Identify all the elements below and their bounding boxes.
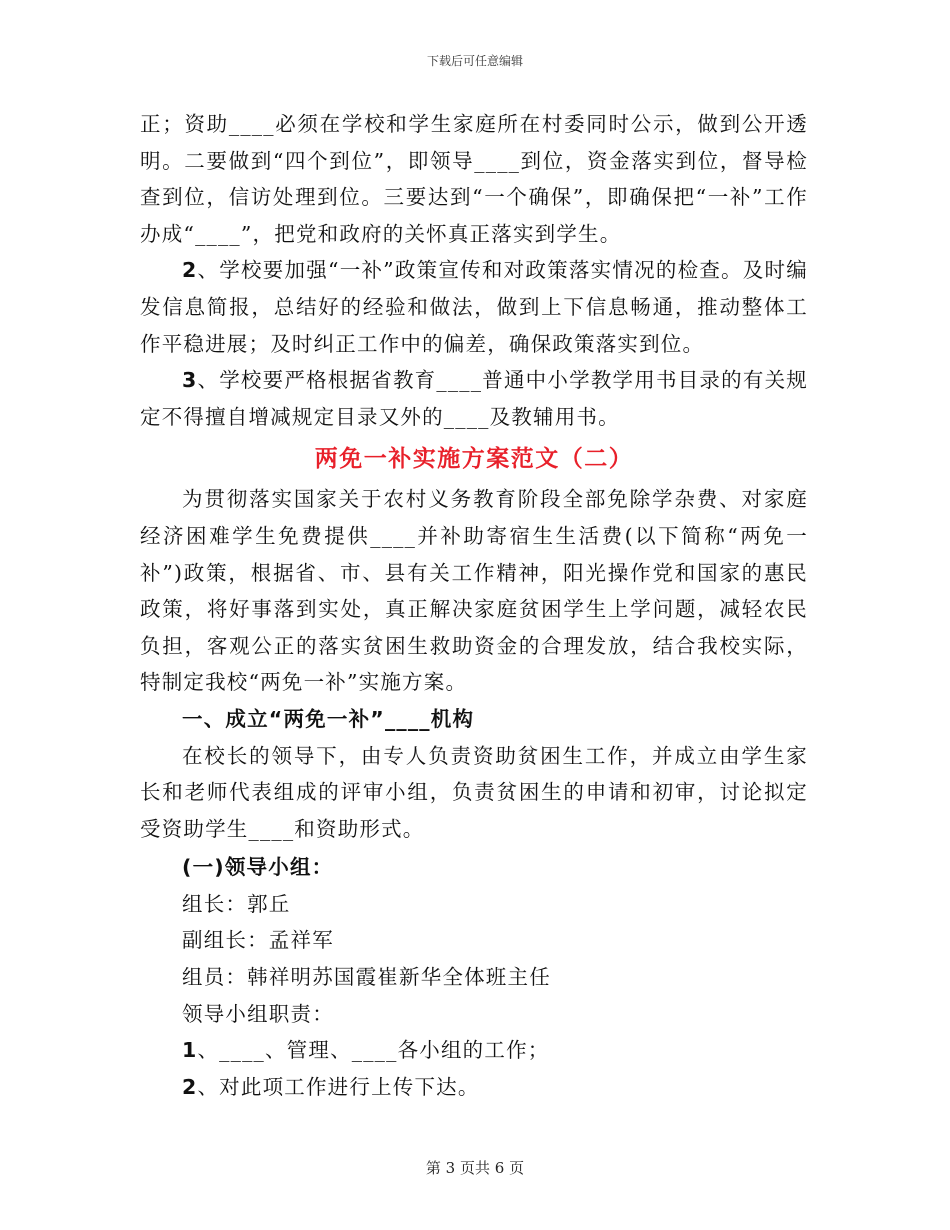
section-title: 两免一补实施方案范文（二） — [314, 446, 634, 473]
list-item-2 — [140, 252, 808, 362]
members-line: 组员：韩祥明苏国霞崔新华全体班主任 — [182, 965, 551, 990]
item-text: 、____、管理、____各小组的工作； — [197, 1038, 550, 1063]
item-number: 2 — [182, 1074, 198, 1099]
page-footer: 第 3 页共 6 页 — [425, 1159, 525, 1177]
item-number: 2 — [182, 258, 198, 283]
part1-paragraph: 在校长的领导下，由专人负责资助贫困生工作，并成立由学生家长和老师代表组成的评审小组，负责贫困生的申请和初审，讨论拟定受资助学生____和资助形式。 — [140, 743, 808, 841]
item-text: 、学校要严格根据省教育____普通中小学教学用书目录的有关规定不得擅自增减规定目录又外的____及教辅用书。 — [140, 368, 808, 429]
duty-item-1 — [140, 1032, 808, 1069]
leader-line: 组长：郭丘 — [182, 891, 291, 916]
paragraph-continued: 正；资助____必须在学校和学生家庭所在村委同时公示，做到公开透明。二要做到“四个到位”，即领导____到位，资金落实到位，督导检查到位，信访处理到位。三要达到“一个确保”，即确保把“一补”工作办成“____”，把党和政府的关怀真正落实到学生。 — [140, 112, 808, 246]
duties-title: 领导小组职责： — [182, 1001, 334, 1026]
group-title: (一)领导小组： — [182, 855, 334, 880]
document-body — [140, 106, 808, 1105]
page-header: 下载后可任意编辑 — [426, 54, 523, 68]
part1-title: 一、成立“两免一补”____机构 — [182, 706, 475, 731]
item-text: 、学校要加强“一补”政策宣传和对政策落实情况的检查。及时编发信息简报，总结好的经验和做法，做到上下信息畅通，推动整体工作平稳进展；及时纠正工作中的偏差，确保政策落实到位。 — [140, 258, 808, 356]
item-text: 、对此项工作进行上传下达。 — [197, 1074, 480, 1099]
intro-paragraph: 为贯彻落实国家关于农村义务教育阶段全部免除学杂费、对家庭经济困难学生免费提供____并补助寄宿生生活费(以下简称“两免一补”)政策，根据省、市、县有关工作精神，阳光操作党和国家的惠民政策，将好事落到实处，真正解决家庭贫困学生上学问题，减轻农民负担，客观公正的落实贫困生救助资金的合理发放，结合我校实际，特制定我校“两免一补”实施方案。 — [140, 487, 808, 695]
duty-item-2 — [140, 1069, 808, 1106]
list-item-3 — [140, 362, 808, 435]
group-list — [140, 886, 808, 1106]
vice-leader-line: 副组长：孟祥军 — [182, 928, 334, 953]
item-number: 1 — [182, 1038, 198, 1063]
item-number: 3 — [182, 368, 198, 393]
